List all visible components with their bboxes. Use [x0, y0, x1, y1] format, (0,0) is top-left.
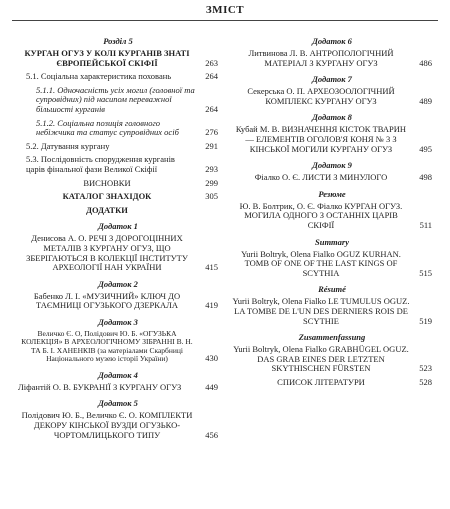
toc-page-number: 456 [205, 429, 218, 440]
toc-page-number: 523 [419, 363, 432, 374]
toc-entry-title: Ю. В. Болтрик, О. Є. Фіалко КУРГАН ОГУЗ. МОГИЛА ОДНОГО З ОСТАННІХ ЦАРІВ СКІФІЇ [239, 200, 403, 230]
toc-entry-title: Yurii Boltryk, Olena Fialko OGUZ KURHAN. TOMB OF ONE OF THE LAST KINGS OF SCYTHIA [241, 248, 401, 278]
toc-section-label: Додаток 4 [98, 369, 138, 380]
toc-entry[interactable] [18, 142, 218, 152]
toc-section-label: Résumé [318, 284, 346, 295]
toc-entry-title: Секерська О. П. АРХЕОЗООЛОГІЧНИЙ КОМПЛЕКС КУРГАНУ ОГУЗ [247, 86, 395, 106]
toc-entry[interactable] [232, 49, 432, 68]
toc-entry[interactable] [232, 345, 432, 374]
toc-entry-title: Бабенко Л. І. «МУЗИЧНИЙ» КЛЮЧ ДО ТАЄМНИЦІ ОГУЗЬКОГО ДЗЕРКАЛА [33, 290, 181, 311]
toc-entry-title: Литвинова Л. В. АНТРОПОЛОГІЧНИЙ МАТЕРІАЛ З КУРГАНУ ОГУЗ [248, 48, 394, 68]
toc-entry-title: 5.1. Соціальна характеристика поховань [26, 71, 172, 82]
toc-entry[interactable] [18, 234, 218, 272]
toc-page-number: 495 [419, 143, 432, 154]
toc-entry-title: Yurii Boltryk, Olena Fialko LE TUMULUS OGUZ. LA TOMBE DE L'UN DES DERNIERS ROIS DE SCYTHIE [232, 296, 410, 326]
toc-entry[interactable] [18, 192, 218, 202]
toc-page-number: 498 [419, 172, 432, 183]
toc-entry[interactable] [18, 86, 218, 115]
toc-section-label: Summary [314, 236, 349, 247]
toc-page-number: 489 [419, 95, 432, 106]
toc-page-number: 449 [205, 381, 218, 392]
toc-section-label: Додаток 5 [98, 398, 138, 409]
toc-page-number: 264 [205, 103, 218, 114]
toc-entry[interactable] [18, 383, 218, 393]
toc-entry[interactable] [18, 119, 218, 138]
toc-entry-title: ДОДАТКИ [86, 204, 128, 215]
toc-page-number: 291 [205, 140, 218, 151]
toc-entry-title: КАТАЛОГ ЗНАХІДОК [62, 191, 152, 202]
toc-entry[interactable] [18, 292, 218, 311]
toc-page-number: 419 [205, 300, 218, 311]
toc-page-number: 263 [205, 57, 218, 68]
toc-entry[interactable] [232, 87, 432, 106]
toc-entry-title: Полідович Ю. Б., Величко Є. О. КОМПЛЕКТИ ДЕКОРУ КІНСЬКОЇ ВУЗДИ ОГУЗЬКО-ЧОРТОМЛИЦЬКОГО ТИПУ [21, 410, 193, 440]
toc-entry-title: 5.2. Датування кургану [26, 140, 110, 151]
toc-page-number: 511 [419, 219, 432, 230]
toc-page-number: 276 [205, 127, 218, 138]
toc-page-number: 415 [205, 262, 218, 273]
toc-section-label: Резюме [318, 188, 346, 199]
toc-entry-title: Денисова А. О. РЕЧІ З ДОРОГОЦІННИХ МЕТАЛІВ З КУРГАНУ ОГУЗ, ЩО ЗБЕРІГАЮТЬСЯ В КОЛЕКЦІЇ ІНСТИТУТУ АРХЕОЛОГІЇ НАН УКРАЇНИ [26, 233, 188, 273]
toc-entry-title: Кубай М. В. ВИЗНАЧЕННЯ КІСТОК ТВАРИН — ЕЛЕМЕНТІВ ОГОЛОВ'Я КОНЯ № 3 З КІНСЬКОЇ МОГИЛИ КУРГАНУ ОГУЗ [235, 124, 407, 154]
toc-page-number: 293 [205, 163, 218, 174]
toc-page-number: 486 [419, 57, 432, 68]
toc-section-label: Zusammenfassung [298, 332, 366, 343]
toc-page-number: 528 [419, 376, 432, 387]
toc-section-label: Додаток 2 [98, 278, 138, 289]
toc-page-number: 299 [205, 177, 218, 188]
toc-page-number: 264 [205, 71, 218, 82]
toc-entry-title: Yurii Boltryk, Olena Fialko GRABHÜGEL OGUZ. DAS GRAB EINES DER LETZTEN SKYTHISCHEN FÜRSTEN [233, 344, 409, 374]
header-rule [12, 20, 438, 21]
toc-entry[interactable] [232, 297, 432, 326]
toc-entry-title: 5.3. Послідовність спорудження курганів царів фінальної фази Великої Скіфії [26, 154, 175, 174]
toc-entry-title: КУРГАН ОГУЗ У КОЛІ КУРГАНІВ ЗНАТІ ЄВРОПЕЙСЬКОЇ СКІФІЇ [24, 48, 190, 68]
toc-page-number: 305 [205, 191, 218, 202]
toc-section-label: Додаток 1 [98, 221, 138, 232]
toc-section-label: Додаток 9 [312, 160, 352, 171]
toc-entry[interactable] [18, 206, 218, 216]
toc-entry[interactable] [232, 125, 432, 154]
toc-left-column [18, 30, 218, 444]
toc-entry-title: СПИСОК ЛІТЕРАТУРИ [277, 376, 365, 387]
toc-entry[interactable] [232, 378, 432, 388]
toc-entry-title: 5.1.2. Соціальна позиція головного небіжчика та статус супровідних осіб [36, 117, 179, 138]
toc-section-label: Розділ 5 [103, 36, 133, 46]
toc-entry-title: 5.1.1. Одночасність усіх могил (головної та супровідних) під насипом переважної більшості курганів [36, 84, 195, 114]
toc-page-number: 515 [419, 267, 432, 278]
toc-entry-title: Ліфантій О. В. БУКРАНІЇ З КУРГАНУ ОГУЗ [18, 381, 182, 392]
toc-entry[interactable] [18, 411, 218, 440]
toc-entry-title: ВИСНОВКИ [83, 177, 131, 188]
toc-section-label: Додаток 8 [312, 112, 352, 123]
toc-entry[interactable] [232, 250, 432, 279]
toc-entry[interactable] [18, 179, 218, 189]
toc-entry[interactable] [18, 72, 218, 82]
toc-right-column [232, 30, 432, 391]
toc-section-label: Додаток 7 [312, 74, 352, 85]
toc-page-number: 430 [205, 353, 218, 364]
toc-entry[interactable] [18, 155, 218, 174]
toc-entry[interactable] [232, 173, 432, 183]
toc-entry[interactable] [18, 49, 218, 68]
toc-entry[interactable] [18, 330, 218, 364]
page-header: ЗМІСТ [205, 4, 245, 16]
toc-section-label: Додаток 3 [98, 316, 138, 327]
toc-entry-title: Фіалко О. Є. ЛИСТИ З МИНУЛОГО [254, 172, 388, 183]
toc-section-label: Додаток 6 [312, 36, 352, 46]
toc-page-number: 519 [419, 315, 432, 326]
toc-entry[interactable] [232, 202, 432, 231]
toc-entry-title: Величко Є. О, Полідович Ю. Б. «ОГУЗЬКА КОЛЕКЦІЯ» В АРХЕОЛОГІЧНОМУ ЗІБРАННІ В. Н. ТА Б. І. ХАНЕНКІВ (за матеріалами Скарбниці Національного музею історії України) [21, 328, 193, 364]
